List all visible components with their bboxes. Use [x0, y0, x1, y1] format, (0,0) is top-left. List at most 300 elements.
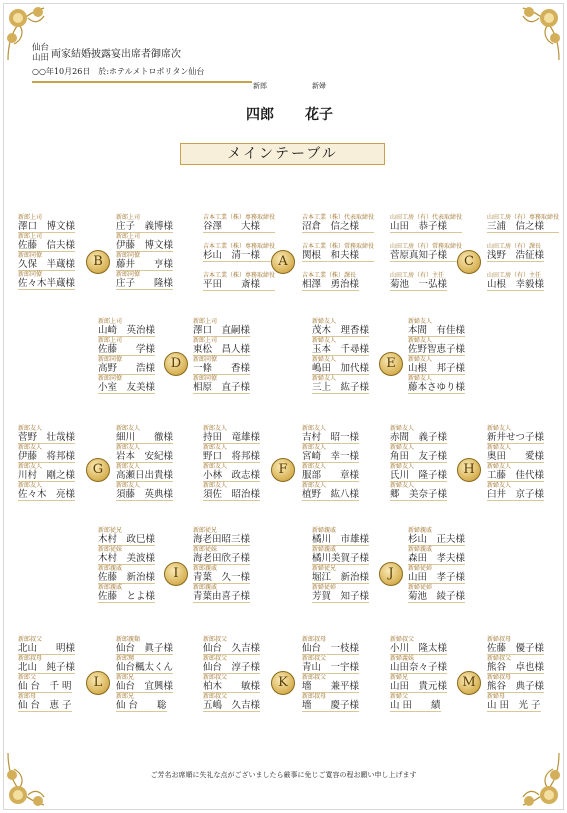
guest-seat — [390, 243, 462, 262]
guest-seat — [487, 444, 544, 463]
guest-name: 高瀬日出貴様 — [116, 470, 174, 481]
guest-seat — [193, 527, 250, 546]
guest-seat — [18, 463, 75, 482]
guest-role: 新郎上司 — [98, 318, 123, 325]
guest-name: 小室 友美様 — [98, 382, 156, 393]
document-title: 両家結婚披露宴出席者御席次 — [51, 49, 182, 60]
guest-role: 新郎上司 — [193, 337, 218, 344]
guest-role: 吉本工業（株）課長 — [302, 272, 357, 279]
guest-seat — [312, 584, 369, 603]
guest-seat — [98, 337, 155, 356]
guest-role: 新婦従姉 — [408, 584, 433, 591]
guest-name: 持田 竜雄様 — [203, 432, 261, 443]
guest-name: 宮崎 幸一様 — [302, 451, 360, 462]
guest-name: 吉村 昭一様 — [302, 432, 360, 443]
guest-seat — [116, 271, 173, 290]
guest-seat — [203, 272, 275, 291]
guest-seat — [193, 584, 250, 603]
guest-role: 新郎従妹 — [193, 546, 218, 553]
guest-role: 新郎叔母 — [302, 693, 327, 700]
guest-seat — [302, 463, 359, 482]
guest-name: 高野 浩様 — [98, 363, 156, 374]
guest-name: 佐藤 とよ様 — [98, 591, 156, 602]
guest-seat — [203, 243, 275, 262]
table-marker: G — [86, 458, 110, 482]
guest-role: 新郎叔父 — [18, 636, 43, 643]
guest-name: 橘川 市雄様 — [312, 534, 370, 545]
guest-role: 新郎友人 — [116, 463, 141, 470]
guest-name: 須藤 英典様 — [116, 489, 174, 500]
guest-role: 新婦友人 — [312, 318, 337, 325]
guest-name: 氏川 隆子様 — [390, 470, 448, 481]
guest-name: 菊池 一弘様 — [390, 279, 448, 290]
guest-name: 工藤 佳代様 — [487, 470, 545, 481]
guest-seat — [193, 546, 250, 565]
table-marker: C — [457, 250, 481, 274]
guest-seat — [487, 655, 544, 674]
guest-role: 新婦親戚 — [312, 546, 337, 553]
guest-seat — [18, 482, 75, 501]
guest-role: 新郎同僚 — [116, 252, 141, 259]
guest-seat — [18, 271, 75, 290]
guest-name: 澤口 直嗣様 — [193, 325, 251, 336]
guest-seat — [116, 252, 173, 271]
guest-role: 新郎従兄 — [193, 527, 218, 534]
header — [32, 42, 252, 83]
guest-seat — [302, 693, 359, 712]
guest-seat — [302, 214, 374, 233]
guest-name: 野口 将邦様 — [203, 451, 261, 462]
guest-seat — [98, 318, 155, 337]
table-marker: L — [86, 671, 110, 695]
guest-name: 木村 政巳様 — [98, 534, 156, 545]
table-marker: I — [164, 562, 188, 586]
guest-name: 墻 兼平様 — [302, 681, 360, 692]
guest-seat — [408, 375, 465, 394]
guest-name: 嶋田 加代様 — [312, 363, 370, 374]
guest-seat — [203, 693, 260, 712]
guest-role: 新郎同僚 — [116, 271, 141, 278]
guest-seat — [312, 375, 369, 394]
guest-role: 新郎上司 — [116, 233, 141, 240]
family-name: 山田 — [32, 52, 50, 63]
table-marker: E — [379, 352, 403, 376]
guest-seat — [116, 425, 173, 444]
guest-role: 新郎友人 — [203, 444, 228, 451]
guest-name: 仙台 一枝様 — [302, 643, 360, 654]
guest-role: 新郎友人 — [302, 463, 327, 470]
guest-role: 新婦友人 — [390, 425, 415, 432]
guest-role: 新婦親戚 — [408, 546, 433, 553]
guest-role: 吉本工業（株）代表取締役 — [302, 214, 375, 221]
guest-seat — [98, 375, 155, 394]
guest-seat — [408, 546, 465, 565]
guest-role: 新郎友人 — [18, 444, 43, 451]
guest-seat — [390, 425, 447, 444]
guest-seat — [408, 337, 465, 356]
guest-name: 沼倉 信之様 — [302, 221, 374, 233]
guest-role: 新婦友人 — [408, 318, 433, 325]
guest-name: 仙台 久吉様 — [203, 643, 261, 654]
guest-name: 角田 友子様 — [390, 451, 448, 462]
guest-name: 仙 台 恵 子 — [18, 700, 72, 711]
guest-name: 茂木 理香様 — [312, 325, 370, 336]
guest-role: 新郎同僚 — [18, 271, 43, 278]
guest-seat — [390, 444, 447, 463]
guest-name: 山 田 光 子 — [487, 700, 541, 711]
guest-seat — [390, 463, 447, 482]
guest-name: 海老田昭三様 — [193, 534, 251, 545]
guest-seat — [116, 674, 173, 693]
guest-name: 北山 純子様 — [18, 662, 76, 673]
guest-name: 庄子 義博様 — [116, 221, 174, 232]
guest-name: 佐々木 亮様 — [18, 489, 76, 500]
guest-seat — [98, 546, 155, 565]
event-date: ○○年10月26日 於:ホテルメトロポリタン仙台 — [32, 66, 252, 83]
guest-seat — [116, 693, 167, 712]
guest-role: 新郎友人 — [116, 425, 141, 432]
guest-seat — [408, 318, 465, 337]
guest-seat — [98, 527, 155, 546]
guest-role: 新婦友人 — [312, 356, 337, 363]
guest-seat — [203, 214, 275, 233]
guest-role: 新婦従姉 — [408, 565, 433, 572]
guest-seat — [193, 375, 250, 394]
guest-name: 木村 美波様 — [98, 553, 156, 564]
guest-role: 新郎親戚 — [193, 565, 218, 572]
guest-role: 山田工房（有）課長 — [487, 243, 542, 250]
guest-seat — [203, 463, 260, 482]
guest-name: 山根 幸毅様 — [487, 279, 545, 290]
guest-seat — [203, 636, 260, 655]
guest-seat — [193, 318, 250, 337]
guest-seat — [390, 214, 462, 233]
guest-seat — [18, 444, 75, 463]
guest-seat — [116, 233, 173, 252]
guest-role: 新郎友人 — [302, 425, 327, 432]
table-marker: F — [271, 458, 295, 482]
guest-role: 新婦父 — [390, 693, 409, 700]
groom — [246, 82, 274, 123]
guest-role: 新郎上司 — [18, 214, 43, 221]
guest-seat — [203, 674, 260, 693]
guest-role: 新郎同僚 — [193, 356, 218, 363]
guest-seat — [487, 482, 544, 501]
guest-seat — [312, 546, 369, 565]
guest-name: 森田 孝夫様 — [408, 553, 466, 564]
guest-seat — [312, 337, 369, 356]
guest-role: 新婦母 — [487, 693, 506, 700]
guest-name: 菅野 壮哉様 — [18, 432, 76, 443]
guest-name: 相澤 勇治様 — [302, 279, 360, 290]
guest-role: 新婦従姉 — [312, 584, 337, 591]
guest-name: 墻 慶子様 — [302, 700, 360, 711]
guest-role: 新郎友人 — [302, 444, 327, 451]
guest-name: 小林 政志様 — [203, 470, 261, 481]
guest-name: 佐野智恵子様 — [408, 344, 466, 355]
guest-seat — [302, 674, 359, 693]
guest-seat — [487, 214, 559, 233]
guest-role: 新郎母 — [18, 693, 37, 700]
guest-seat — [116, 655, 173, 674]
guest-role: 新婦友人 — [408, 356, 433, 363]
guest-seat — [98, 565, 155, 584]
bride-role: 新婦 — [312, 82, 326, 90]
guest-role: 新郎兄 — [116, 674, 135, 681]
guest-seat — [408, 356, 465, 375]
guest-role: 新郎叔父 — [203, 655, 228, 662]
guest-name: 橘川美賀子様 — [312, 553, 370, 564]
guest-name: 細川 徹様 — [116, 432, 174, 443]
guest-seat — [408, 527, 465, 546]
guest-seat — [203, 482, 260, 501]
guest-name: 仙 台 聡 — [116, 700, 167, 711]
guest-name: 三浦 信之様 — [487, 221, 559, 233]
guest-name: 庄子 隆様 — [116, 278, 174, 289]
guest-role: 新郎友人 — [18, 482, 43, 489]
guest-seat — [302, 444, 359, 463]
bride-name: 花子 — [305, 107, 333, 123]
guest-seat — [203, 425, 260, 444]
guest-role: 新郎上司 — [18, 233, 43, 240]
guest-name: 杉山 清一様 — [203, 250, 275, 262]
groom-name: 四郎 — [246, 107, 274, 123]
table-marker: K — [271, 671, 295, 695]
guest-seat — [408, 584, 465, 603]
guest-role: 新婦友人 — [408, 337, 433, 344]
guest-seat — [18, 252, 75, 271]
guest-role: 新婦義妹 — [390, 655, 415, 662]
guest-role: 新婦叔父 — [487, 655, 512, 662]
guest-role: 新婦友人 — [312, 375, 337, 382]
guest-role: 新郎兄 — [116, 693, 135, 700]
guest-seat — [193, 565, 250, 584]
guest-role: 新婦叔母 — [487, 674, 512, 681]
guest-seat — [302, 655, 359, 674]
guest-role: 新婦友人 — [390, 463, 415, 470]
guest-seat — [18, 674, 72, 693]
guest-name: 須佐 昭治様 — [203, 489, 261, 500]
guest-name: 山田 恭子様 — [390, 221, 462, 233]
guest-role: 新郎従妹 — [98, 546, 123, 553]
guest-role: 山田工房（有）主任 — [390, 272, 445, 279]
guest-seat — [390, 636, 447, 655]
guest-role: 新婦親戚 — [312, 527, 337, 534]
guest-role: 新婦叔父 — [390, 636, 415, 643]
guest-role: 新婦兄 — [390, 674, 409, 681]
guest-name: 山田 孝子様 — [408, 572, 466, 583]
guest-name: 海老田欣子様 — [193, 553, 251, 564]
guest-seat — [487, 674, 544, 693]
guest-seat — [487, 425, 544, 444]
guest-name: 奥田 愛様 — [487, 451, 545, 462]
guest-name: 平田 斎様 — [203, 279, 275, 291]
guest-role: 新婦友人 — [312, 337, 337, 344]
guest-name: 仙台 眞子様 — [116, 643, 174, 654]
guest-seat — [390, 693, 441, 712]
table-marker: H — [457, 458, 481, 482]
guest-role: 新婦親戚 — [408, 527, 433, 534]
guest-role: 新郎親類 — [116, 636, 141, 643]
guest-name: 芳賀 知子様 — [312, 591, 370, 602]
guest-name: 臼井 京子様 — [487, 489, 545, 500]
guest-name: 青葉由喜子様 — [193, 591, 251, 602]
guest-role: 新郎叔父 — [203, 636, 228, 643]
guest-seat — [203, 444, 260, 463]
guest-role: 新郎甥 — [116, 655, 135, 662]
family-name: 仙台 — [32, 42, 50, 53]
guest-name: 山根 邦子様 — [408, 363, 466, 374]
guest-seat — [98, 584, 155, 603]
guest-name: 岩本 安紀様 — [116, 451, 174, 462]
guest-name: 北山 明様 — [18, 643, 76, 654]
guest-role: 山田工房（有）専務取締役 — [487, 214, 560, 221]
guest-name: 伊藤 博文様 — [116, 240, 174, 251]
guest-seat — [116, 482, 173, 501]
guest-name: 仙台楓太くん — [116, 662, 174, 673]
guest-role: 新婦友人 — [487, 444, 512, 451]
guest-role: 新婦友人 — [390, 444, 415, 451]
guest-name: 玉本 千尋様 — [312, 344, 370, 355]
guest-role: 新婦従兄 — [312, 565, 337, 572]
guest-name: 伊藤 将邦様 — [18, 451, 76, 462]
guest-seat — [18, 214, 75, 233]
guest-role: 新婦友人 — [390, 482, 415, 489]
guest-seat — [390, 655, 447, 674]
guest-name: 杉山 正夫様 — [408, 534, 466, 545]
table-marker: J — [379, 562, 403, 586]
table-marker: M — [457, 671, 481, 695]
guest-role: 山田工房（有）常務取締役 — [390, 243, 463, 250]
guest-role: 吉本工業（株）専務取締役 — [203, 214, 276, 221]
table-marker: B — [86, 250, 110, 274]
guest-seat — [390, 482, 447, 501]
guest-role: 新郎叔父 — [302, 655, 327, 662]
guest-name: 青山 一宇様 — [302, 662, 360, 673]
guest-role: 新郎叔父 — [203, 674, 228, 681]
guest-role: 新郎上司 — [193, 318, 218, 325]
guest-role: 新郎友人 — [18, 463, 43, 470]
guest-name: 仙台 宜興様 — [116, 681, 174, 692]
guest-seat — [302, 272, 359, 291]
guest-seat — [312, 318, 369, 337]
guest-name: 熊谷 典子様 — [487, 681, 545, 692]
guest-role: 新郎友人 — [116, 482, 141, 489]
guest-role: 新郎同僚 — [98, 356, 123, 363]
guest-role: 新郎親戚 — [98, 584, 123, 591]
table-marker: D — [164, 352, 188, 376]
guest-name: 菊池 綾子様 — [408, 591, 466, 602]
guest-name: 柏木 敏様 — [203, 681, 261, 692]
guest-name: 青葉 久一様 — [193, 572, 251, 583]
guest-name: 山崎 英治様 — [98, 325, 156, 336]
guest-seat — [302, 425, 359, 444]
guest-seat — [312, 356, 369, 375]
guest-seat — [487, 463, 544, 482]
guest-name: 三上 紘子様 — [312, 382, 370, 393]
guest-seat — [18, 233, 75, 252]
guest-name: 澤口 博文様 — [18, 221, 76, 232]
guest-role: 新婦叔母 — [487, 636, 512, 643]
guest-role: 新郎友人 — [203, 425, 228, 432]
guest-role: 新郎同僚 — [18, 252, 43, 259]
guest-role: 新郎叔母 — [302, 636, 327, 643]
guest-seat — [312, 565, 369, 584]
guest-name: 一條 香様 — [193, 363, 251, 374]
guest-role: 新婦友人 — [487, 463, 512, 470]
main-table-label: メインテーブル — [180, 143, 385, 165]
guest-seat — [18, 655, 75, 674]
guest-name: 本間 有佳様 — [408, 325, 466, 336]
guest-seat — [18, 425, 75, 444]
guest-role: 新郎上司 — [116, 214, 141, 221]
guest-seat — [312, 527, 369, 546]
guest-seat — [390, 674, 447, 693]
guest-seat — [302, 243, 374, 262]
guest-role: 新婦友人 — [487, 425, 512, 432]
guest-name: 久保 半蔵様 — [18, 259, 76, 270]
guest-role: 新郎親戚 — [98, 565, 123, 572]
guest-name: 谷澤 大様 — [203, 221, 275, 233]
family-names — [32, 43, 49, 63]
guest-role: 山田工房（有）主任 — [487, 272, 542, 279]
guest-name: 山田 貴元様 — [390, 681, 448, 692]
guest-role: 新郎友人 — [302, 482, 327, 489]
bride — [305, 82, 333, 123]
guest-name: 赤間 義子様 — [390, 432, 448, 443]
guest-role: 新郎友人 — [203, 463, 228, 470]
rose-ornament-icon — [503, 4, 563, 64]
guest-seat — [302, 636, 359, 655]
guest-name: 熊谷 卓也様 — [487, 662, 545, 673]
guest-seat — [18, 693, 72, 712]
guest-name: 小川 隆太様 — [390, 643, 448, 654]
guest-name: 郷 美奈子様 — [390, 489, 448, 500]
guest-role: 新郎友人 — [116, 444, 141, 451]
guest-name: 佐藤 新治様 — [98, 572, 156, 583]
guest-name: 藤本さゆり様 — [408, 382, 466, 393]
guest-name: 関根 和夫様 — [302, 250, 374, 262]
guest-name: 相原 直子様 — [193, 382, 251, 393]
guest-seat — [408, 565, 465, 584]
guest-seat — [487, 243, 544, 262]
guest-name: 植野 紘八様 — [302, 489, 360, 500]
guest-seat — [193, 337, 250, 356]
guest-seat — [390, 272, 447, 291]
guest-role: 新郎叔父 — [203, 693, 228, 700]
guest-role: 吉本工業（株）常務取締役 — [302, 243, 375, 250]
guest-seat — [193, 356, 250, 375]
guest-seat — [98, 356, 155, 375]
footer-note: ご芳名お席順に失礼な点がございましたら厳事に免じご寛容の程お願い申し上げます — [150, 771, 417, 779]
guest-name: 仙 台 千 明 — [18, 681, 72, 692]
guest-name: 山田奈々子様 — [390, 662, 448, 673]
guest-role: 新郎友人 — [18, 425, 43, 432]
guest-role: 新郎同僚 — [98, 375, 123, 382]
guest-name: 仙台 淳子様 — [203, 662, 261, 673]
guest-role: 吉本工業（株）専務取締役 — [203, 272, 276, 279]
guest-seat — [116, 444, 173, 463]
table-marker: A — [271, 250, 295, 274]
guest-seat — [203, 655, 260, 674]
guest-role: 新郎従兄 — [98, 527, 123, 534]
guest-name: 川村 剛之様 — [18, 470, 76, 481]
guest-seat — [116, 214, 173, 233]
guest-role: 新郎叔父 — [302, 674, 327, 681]
guest-seat — [487, 693, 541, 712]
guest-seat — [116, 636, 173, 655]
guest-name: 堀江 新治様 — [312, 572, 370, 583]
